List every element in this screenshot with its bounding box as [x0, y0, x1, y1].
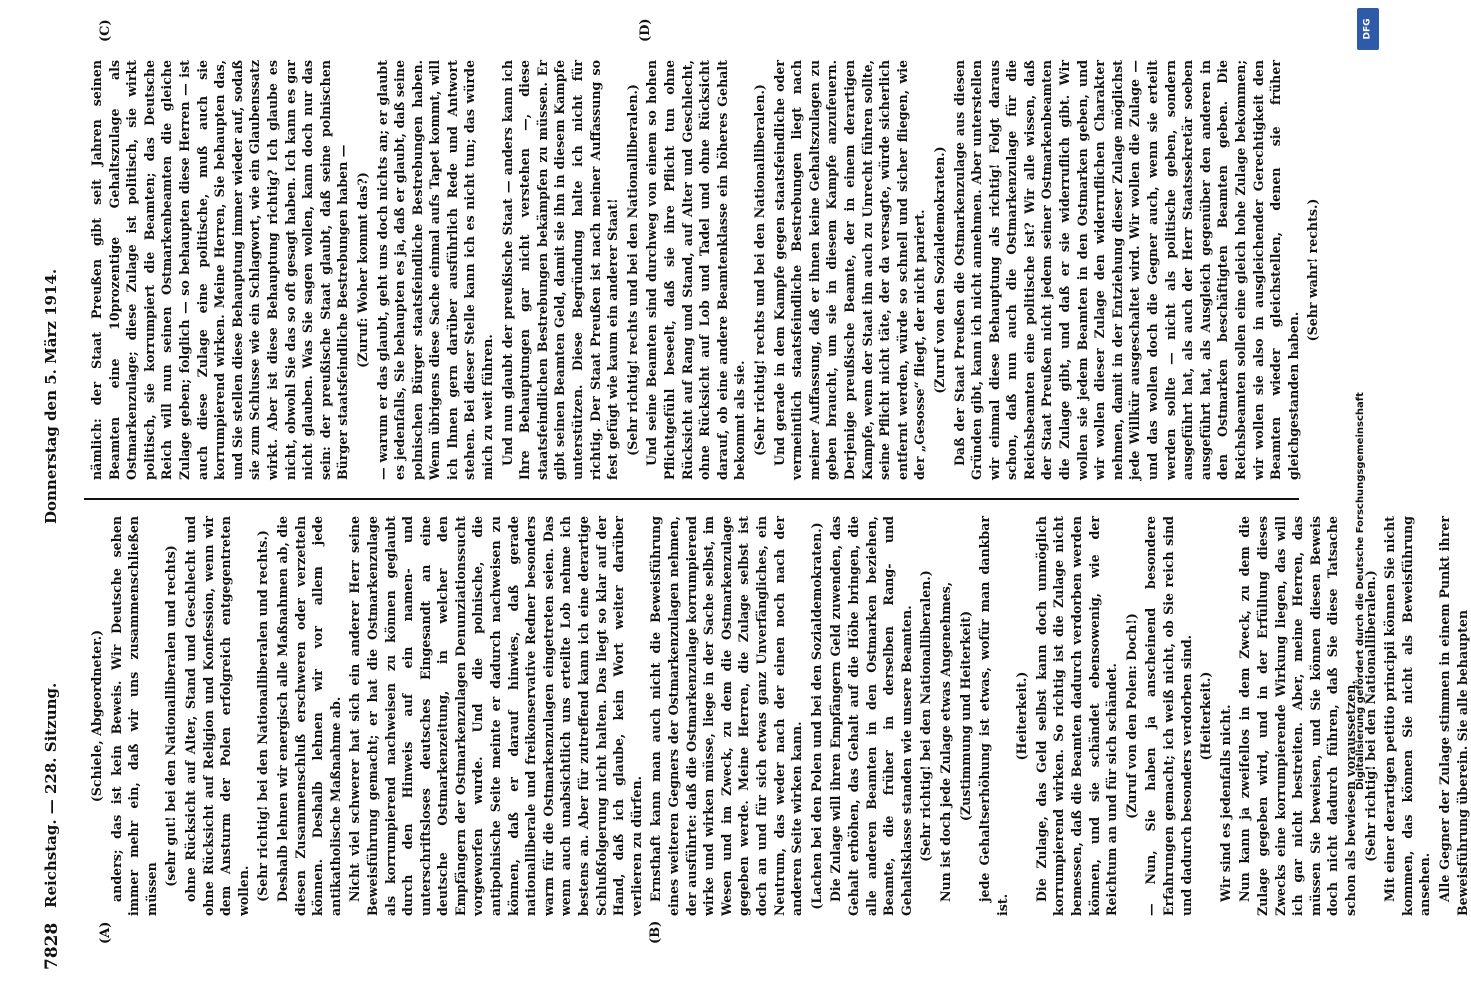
dfg-logo-text: DFG	[1362, 18, 1373, 40]
paragraph: — warum er das glaubt, geht uns doch nichts an; er glaubt es jedenfalls, Sie behaupten es ja, daß er glaubt, daß seine polnischen Bürger staatsfeindliche Bestrebungen haben. Wenn übrigens diese Sache einmal aufs Tapet kommt, will ich Ihnen gern darüber ausführlich Rede und Antwort stehen. Bei dieser Stelle kann ich es nicht tun; das würde mich zu weit führen.	[374, 60, 496, 480]
paragraph: (Sehr richtig! rechts und bei den Nationalliberalen.)	[624, 84, 640, 456]
dfg-logo	[1357, 8, 1379, 50]
paragraph: (Zustimmung und Heiterkeit)	[957, 610, 973, 822]
paragraph: Und seine Beamten sind durchweg von einem so hohen Pflichtgefühl beseelt, daß sie ihre Pflicht tun ohne Rücksicht auf Rang und Stand, auf Alter und Geschlecht, ohne Rücksicht auf Lob und Tadel und ohne Rücksicht darauf, ob eine andere Beamtenklasse ein höheres Gehalt bekommt als sie.	[644, 60, 748, 480]
paragraph: (Sehr richtig! bei den Nationalliberalen.)	[1362, 570, 1378, 862]
paragraph: (Heiterkeit.)	[1014, 671, 1030, 761]
paragraph: anders; das ist kein Beweis. Wir Deutsche sehen immer mehr ein, daß wir uns zusammenschließen müssen	[108, 516, 159, 916]
paragraph: ohne Rücksicht auf Alter, Stand und Geschlecht und ohne Rücksicht auf Religion und Konfession, wenn wir dem Ansturm der Polen erfolgreich entgegentreten wollen.	[182, 516, 251, 916]
paragraph: jede Gehaltserhöhung ist etwas, wofür man dankbar ist.	[977, 516, 1010, 916]
paragraph: Alle Gegner der Zulage stimmen in einem Punkt ihrer Beweisführung überein. Sie alle behaupten	[1436, 516, 1470, 916]
paragraph: (sehr gut! bei den Nationalliberalen und rechts)	[163, 545, 179, 887]
page-header	[20, 0, 70, 1000]
paragraph: (Sehr richtig! bei den Nationalliberalen.)	[918, 570, 934, 862]
paragraph: Nun kann ja zweifellos in dem Zweck, zu dem die Zulage gegeben wird, und in der Erfüllung dieses Zwecks eine korrumpierende Wirkung liegen, das will ich gar nicht bestreiten. Aber, meine Herren, das müssen Sie beweisen, und Sie können diesen Beweis doch nicht dadurch führen, daß Sie diese Tatsache schon als bewiesen voraussetzen.	[1237, 516, 1358, 916]
page-number: 7828	[42, 922, 62, 970]
margin-marker-c: (C)	[98, 19, 113, 42]
paragraph: Deshalb lehnen wir energisch alle Maßnahmen ab, die diesen Zusammenschluß erschweren oder verzetteln können. Deshalb lehnen wir vor allem jede antikatholische Maßnahme ab.	[274, 516, 343, 916]
paragraph: nämlich: der Staat Preußen gibt seit Jahren seinen Beamten eine 10prozentige Gehaltszulage als Ostmarkenzulage; diese Zulage ist politisch, sie wirkt politisch, sie korrumpiert die Beamten; das Deutsche Reich will nun seinen Ostmarkenbeamten die gleiche Zulage geben; folglich — so behaupten diese Herren — ist auch diese Zulage eine politische, muß auch sie korrumpierend wirken. Meine Herren, Sie behaupten das, und Sie stellen diese Behauptung immer wieder auf, sodaß sie zum Schlusse wie ein Schlagwort, wie ein Glaubenssatz wirkt. Aber ist diese Behauptung richtig? Ich glaube es nicht, obwohl Sie das so oft gesagt haben. Ich kann es gar nicht glauben. Was Sie sagen wollen, kann doch nur das sein: der preußische Staat glaubt, daß seine polnischen Bürger staatsfeindliche Bestrebungen haben —	[89, 60, 351, 480]
digitization-credit: Digitalisierung gefördert durch die Deutsche Forschungsgemeinschaft	[1355, 392, 1366, 790]
paragraph: Nicht viel schwerer hat sich ein anderer Herr seine Beweisführung gemacht; er hat die Ostmarkenzulage als korrumpierend nachweisen zu können geglaubt durch den Hinweis auf ein namen- und unterschriftsloses deutsches Eingesandt an eine deutsche Ostmarkenzeitung, in welcher den Empfängern der Ostmarkenzulagen Denunziationssucht vorgeworfen wurde. Und die polnische, die antipolnische Seite meinte er dadurch nachweisen zu können, daß er darauf hinwies, daß gerade nationalliberale und freikonservative Redner besonders warm für die Ostmarkenzulagen eingetreten seien. Das wenn auch unabsichtlich uns erteilte Lob nehme ich bestens an. Aber für zutreffend kann ich eine derartige Schlußfolgerung nicht halten. Das liegt so klar auf der Hand, daß ich glaube, kein Wort weiter darüber verlieren zu dürfen.	[347, 516, 644, 916]
margin-marker-d: (D)	[638, 18, 653, 42]
paragraph: (Zuruf: Woher kommt das?)	[354, 172, 370, 368]
paragraph: (Sehr richtig! bei den Nationalliberalen und rechts.)	[255, 530, 271, 902]
paragraph: (Zuruf von den Polen: Doch!)	[1123, 613, 1139, 819]
paragraph: Nun ist doch jede Zulage etwas Angenehmes,	[937, 581, 953, 902]
paragraph: Die Zulage, das Geld selbst kann doch unmöglich korrumpierend wirken. So richtig ist die Zulage nicht bemessen, daß die Beamten dadurch verdorben werden können, und sie schändet ebensowenig, wie der Reichtum an und für sich schändet.	[1033, 516, 1120, 916]
paragraph: (Schiele, Abgeordneter.)	[89, 629, 104, 803]
paragraph: (Heiterkeit.)	[1198, 671, 1214, 761]
session-title: Reichstag. — 228. Sitzung.	[42, 682, 60, 908]
paragraph: Mit einer derartigen petitio principii können Sie nicht kommen, das können Sie nicht als Beweisführung ansehen.	[1382, 516, 1433, 916]
paragraph: Und gerade in dem Kampfe gegen staatsfeindliche oder vermeintlich staatsfeindliche Bestrebungen liegt nach meiner Auffassung, daß er ihnen keine Gehaltszulagen zu geben braucht, um sie in diesem Kampfe anzufeuern. Derjenige preußische Beamte, der in einem derartigen Kampfe, wenn der Staat ihn auch zu Unrecht führen sollte, seine Pflicht nicht täte, der da versagte, würde sicherlich entfernt werden, würde so schnell und sicher fliegen, wie der „Gesosse“ fliegt, der nicht pariert.	[771, 60, 928, 480]
paragraph: Ernsthaft kann man auch nicht die Beweisführung eines weiteren Gegners der Ostmarkenzulagen nehmen, der ausführte: daß die Ostmarkenzulage korrumpierend wirke und wirken müsse, liege in der Sache selbst, im Wesen und im Zweck, zu dem die Ostmarkenzulage gegeben werde. Meine Herren, die Zulage selbst ist doch an und für sich etwas ganz Unverfängliches, ein Neutrum, das weder nach der einen noch nach der anderen Seite wirken kann.	[648, 516, 805, 916]
margin-marker-b: (B)	[648, 920, 663, 944]
paragraph: (Lachen bei den Polen und bei den Sozialdemokraten.)	[808, 522, 824, 910]
paragraph: (Sehr wahr! rechts.)	[1305, 198, 1321, 342]
paragraph: Und nun glaubt der preußische Staat — anders kann ich Ihre Behauptungen gar nicht verstehen —, diese staatsfeindlichen Bestrebungen bekämpfen zu müssen. Er gibt seinen Beamten Geld, damit sie ihn in diesem Kampfe unterstützen. Diese Begründung halte ich nicht für richtig. Der Staat Preußen ist nach meiner Auffassung so fest gefügt wie kaum ein anderer Staat!	[499, 60, 621, 480]
paragraph: — Nun, Sie haben ja anscheinend besondere Erfahrungen gemacht; ich weiß nicht, ob Sie reich sind und dadurch besonders verdorben sind.	[1143, 516, 1194, 916]
paragraph: Wir sind es jedenfalls nicht.	[1217, 704, 1233, 902]
paragraph: Die Zulage will ihren Empfängern Geld zuwenden, das Gehalt erhöhen, das Gehalt auf die Höhe bringen, die alle anderen Beamten in den Ostmarken beziehen, Beamte, die früher in derselben Rang- und Gehaltsklasse standen wie unsere Beamten.	[828, 516, 914, 916]
session-date: Donnerstag den 5. März 1914.	[42, 268, 60, 524]
right-column	[88, 60, 1321, 480]
paragraph: (Sehr richtig! rechts und bei den Nationalliberalen.)	[751, 84, 767, 456]
column-divider	[84, 498, 1299, 500]
paragraph: (Zuruf von den Sozialdemokraten.)	[931, 146, 947, 394]
margin-marker-a: (A)	[98, 921, 113, 944]
paragraph: Daß der Staat Preußen die Ostmarkenzulage aus diesen Gründen gibt, kann ich nicht annehmen. Aber unterstellen wir einmal diese Behauptung als richtig! Folgt daraus schon, daß nun auch die Ostmarkenzulage für die Reichsbeamten eine politische ist? Wir alle wissen, daß der Staat Preußen nicht jedem seiner Ostmarkenbeamten die Zulage gibt, und daß er sie widerruflich gibt. Wir wollen sie jedem Beamten in den Ostmarken geben, und wir wollen dieser Zulage den widerruflichen Charakter nehmen, damit in der Entziehung dieser Zulage möglichst jede Willkür ausgeschaltet wird. Wir wollen die Zulage — und das wollen doch die Gegner auch, wenn sie erteilt werden sollte — nicht als politische geben, sondern ausgeführt hat, als auch der Herr Staatssekretär soeben ausgeführt hat, als Ausgleich gegenüber den anderen in den Ostmarken beschäftigten Beamten geben. Die Reichsbeamten sollen eine gleich hohe Zulage bekommen; wir wollen sie also in ausgleichender Gerechtigkeit den Beamten wieder gleichstellen, denen sie früher gleichgestanden haben.	[951, 60, 1301, 480]
